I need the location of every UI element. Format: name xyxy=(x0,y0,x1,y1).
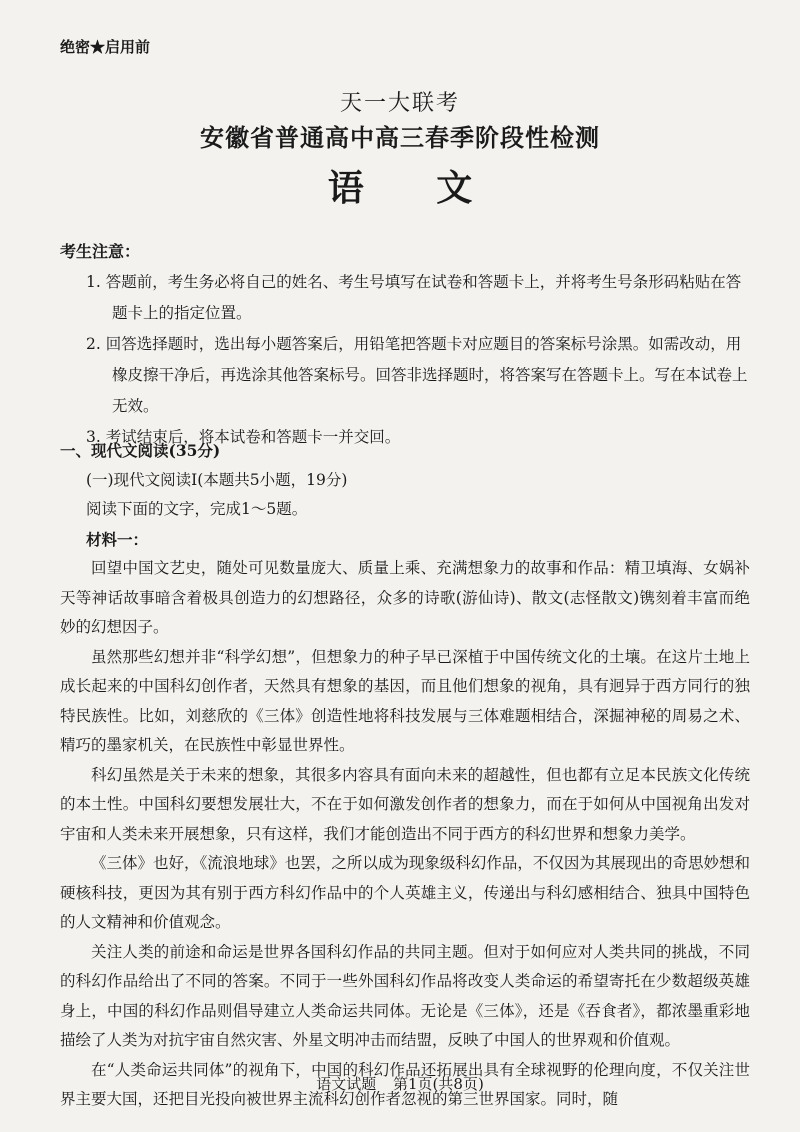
footer-subject: 语文试题 xyxy=(316,1075,377,1093)
paragraph: 回望中国文艺史，随处可见数量庞大、质量上乘、充满想象力的故事和作品：精卫填海、女娲补天等神话故事暗含着极具创造力的幻想路径，众多的诗歌(游仙诗)、散文(志怪散文)镌刻着丰富而绝妙的幻想因子。 xyxy=(60,559,750,636)
notice-item: 3. 考试结束后，将本试卷和答题卡一并交回。 xyxy=(86,428,401,446)
paragraph: 《三体》也好，《流浪地球》也罢，之所以成为现象级科幻作品，不仅因为其展现出的奇思妙想和硬核科技，更因为其有别于西方科幻作品中的个人英雄主义，传递出与科幻感相结合、独具中国特色的人文精神和价值观念。 xyxy=(60,854,750,931)
exam-organizer: 天一大联考 xyxy=(339,91,460,116)
paragraph: 关注人类的前途和命运是世界各国科幻作品的共同主题。但对于如何应对人类共同的挑战，不同的科幻作品给出了不同的答案。不同于一些外国科幻作品将改变人类命运的希望寄托在少数超级英雄身上，中国的科幻作品则倡导建立人类命运共同体。无论是《三体》，还是《吞食者》，都浓墨重彩地描绘了人类为对抗宇宙自然灾害、外星文明冲击而结盟，反映了中国人的世界观和价值观。 xyxy=(60,942,750,1049)
page-number: 第1页(共8页) xyxy=(393,1075,484,1093)
reading-section xyxy=(60,436,750,1115)
paragraph: 在“人类命运共同体”的视角下，中国的科幻作品还拓展出具有全球视野的伦理向度，不仅关注世界主要大国，还把目光投向被世界主流科幻创作者忽视的第三世界国家。同时，随 xyxy=(60,1060,750,1108)
notice-item: 2. 回答选择题时，选出每小题答案后，用铅笔把答题卡对应题目的答案标号涂黑。如需改动，用橡皮擦干净后，再选涂其他答案标号。回答非选择题时，将答案写在答题卡上。写在本试卷上无效。 xyxy=(86,335,748,415)
notice-block xyxy=(60,236,750,453)
notice-title: 考生注意： xyxy=(60,242,141,261)
subject-title: 语 文 xyxy=(327,167,503,209)
confidential-label: 绝密★启用前 xyxy=(60,38,151,56)
exam-title: 安徽省普通高中高三春季阶段性检测 xyxy=(200,123,600,152)
section-title: 一、现代文阅读(35分) xyxy=(60,441,221,460)
paragraph: 虽然那些幻想并非“科学幻想”，但想象力的种子早已深植于中国传统文化的土壤。在这片土地上成长起来的中国科幻创作者，天然具有想象的基因，而且他们想象的视角，具有迥异于西方同行的独特民族性。比如，刘慈欣的《三体》创造性地将科技发展与三体难题相结合，深掘神秘的周易之术、精巧的墨家机关，在民族性中彰显世界性。 xyxy=(60,647,750,754)
notice-item: 1. 答题前，考生务必将自己的姓名、考生号填写在试卷和答题卡上，并将考生号条形码粘贴在答题卡上的指定位置。 xyxy=(86,273,742,322)
material-label: 材料一： xyxy=(86,529,149,549)
subsection-title: (一)现代文阅读Ⅰ(本题共5小题，19分) xyxy=(86,470,348,489)
paragraph: 科幻虽然是关于未来的想象，其很多内容具有面向未来的超越性，但也都有立足本民族文化传统的本土性。中国科幻要想发展壮大，不在于如何激发创作者的想象力，而在于如何从中国视角出发对宇宙和人类未来开展想象，只有这样，我们才能创造出不同于西方的科幻世界和想象力美学。 xyxy=(60,765,750,843)
page-footer xyxy=(0,1073,800,1094)
instruction: 阅读下面的文字，完成1～5题。 xyxy=(86,500,308,518)
